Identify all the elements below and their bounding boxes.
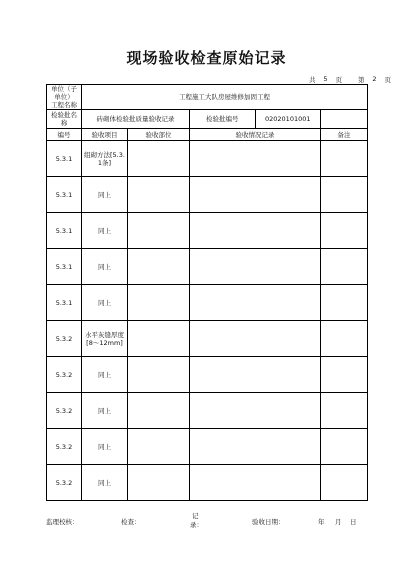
date-year: 年 xyxy=(318,518,325,526)
batch-row xyxy=(47,110,368,129)
unit-value: 工程施工大队房屋维修加固工程 xyxy=(82,85,368,110)
row-location[interactable] xyxy=(128,393,190,429)
row-item xyxy=(82,429,128,465)
row-item xyxy=(82,465,128,501)
column-header-location: 验收部位 xyxy=(128,129,190,141)
row-item xyxy=(82,177,128,213)
row-record[interactable] xyxy=(190,213,321,249)
row-item xyxy=(82,357,128,393)
total-pages: 5 xyxy=(323,75,328,83)
row-item-text: 同上 xyxy=(98,406,111,415)
unit-label-line2: 工程名称 xyxy=(51,101,77,109)
table-row xyxy=(47,177,368,213)
row-item xyxy=(82,141,128,177)
page-prefix: 第 xyxy=(358,76,365,84)
row-location[interactable] xyxy=(128,249,190,285)
record-table xyxy=(46,84,368,501)
batch-name-value: 砖砌体检验批质量验收记录 xyxy=(82,110,190,129)
row-record[interactable] xyxy=(190,393,321,429)
row-record[interactable] xyxy=(190,321,321,357)
row-record[interactable] xyxy=(190,429,321,465)
row-record[interactable] xyxy=(190,177,321,213)
column-header-remarks: 备注 xyxy=(321,129,368,141)
column-header-record: 验收情况记录 xyxy=(190,129,321,141)
date-day: 日 xyxy=(350,518,357,526)
batch-no-value: 02020101001 xyxy=(265,115,311,123)
inspector-label: 检查： xyxy=(121,518,141,526)
table-row xyxy=(47,141,368,177)
row-remarks[interactable] xyxy=(321,321,368,357)
row-no: 5.3.1 xyxy=(47,213,82,249)
row-item-text: 同上 xyxy=(98,370,111,379)
supervisor-label: 监理校核： xyxy=(46,518,79,526)
page-counter xyxy=(309,75,391,84)
row-no: 5.3.1 xyxy=(47,177,82,213)
batch-name-label: 检验批名称 xyxy=(47,110,82,129)
row-location[interactable] xyxy=(128,141,190,177)
row-record[interactable] xyxy=(190,249,321,285)
row-no: 5.3.1 xyxy=(47,249,82,285)
row-remarks[interactable] xyxy=(321,249,368,285)
page-unit: 页 xyxy=(384,76,391,84)
row-item xyxy=(82,321,128,357)
column-header-item: 验收项目 xyxy=(82,129,128,141)
row-no: 5.3.1 xyxy=(47,285,82,321)
row-record[interactable] xyxy=(190,141,321,177)
row-remarks[interactable] xyxy=(321,393,368,429)
row-remarks[interactable] xyxy=(321,285,368,321)
column-header-row xyxy=(47,129,368,141)
row-no: 5.3.2 xyxy=(47,393,82,429)
table-row xyxy=(47,249,368,285)
row-item-text: 组砌方法[5.3.1条] xyxy=(84,150,125,167)
row-remarks[interactable] xyxy=(321,429,368,465)
row-record[interactable] xyxy=(190,285,321,321)
row-item-text: 同上 xyxy=(98,190,111,199)
row-no: 5.3.2 xyxy=(47,357,82,393)
table-row xyxy=(47,357,368,393)
row-item-text: 同上 xyxy=(98,298,111,307)
row-item xyxy=(82,393,128,429)
total-prefix: 共 xyxy=(309,76,316,84)
row-record[interactable] xyxy=(190,465,321,501)
recorder-label-line1: 记 xyxy=(192,512,199,520)
row-no: 5.3.1 xyxy=(47,141,82,177)
batch-no-label: 检验批编号 xyxy=(190,110,256,128)
recorder-label-line2: 录： xyxy=(190,521,203,529)
row-location[interactable] xyxy=(128,177,190,213)
table-row xyxy=(47,285,368,321)
row-location[interactable] xyxy=(128,213,190,249)
row-remarks[interactable] xyxy=(321,213,368,249)
row-remarks[interactable] xyxy=(321,465,368,501)
row-location[interactable] xyxy=(128,321,190,357)
acceptance-date-label: 验收日期： xyxy=(252,518,285,526)
column-header-no: 编号 xyxy=(47,129,82,141)
batch-no-cell xyxy=(190,110,321,129)
page-title: 现场验收检查原始记录 xyxy=(126,49,287,67)
page-number: 2 xyxy=(372,75,377,83)
row-remarks[interactable] xyxy=(321,177,368,213)
row-record[interactable] xyxy=(190,357,321,393)
row-location[interactable] xyxy=(128,357,190,393)
row-location[interactable] xyxy=(128,285,190,321)
unit-label-line1: 单位（子单位） xyxy=(51,85,77,101)
row-item xyxy=(82,285,128,321)
row-item-text: 同上 xyxy=(98,478,111,487)
row-item-text: 同上 xyxy=(98,262,111,271)
row-item-text: 同上 xyxy=(98,442,111,451)
row-item xyxy=(82,213,128,249)
row-remarks[interactable] xyxy=(321,357,368,393)
table-row xyxy=(47,321,368,357)
signature-footer xyxy=(46,513,367,533)
row-remarks[interactable] xyxy=(321,141,368,177)
table-row xyxy=(47,429,368,465)
table-row xyxy=(47,393,368,429)
row-no: 5.3.2 xyxy=(47,429,82,465)
date-month: 月 xyxy=(335,518,342,526)
row-location[interactable] xyxy=(128,465,190,501)
table-row xyxy=(47,465,368,501)
batch-empty-cell xyxy=(321,110,368,129)
row-item xyxy=(82,249,128,285)
row-no: 5.3.2 xyxy=(47,321,82,357)
unit-row xyxy=(47,85,368,110)
row-item-text: 同上 xyxy=(98,226,111,235)
unit-label xyxy=(47,85,82,110)
table-row xyxy=(47,213,368,249)
total-unit: 页 xyxy=(335,76,342,84)
row-location[interactable] xyxy=(128,429,190,465)
row-item-text: 水平灰缝厚度[8～12mm] xyxy=(85,330,124,347)
row-no: 5.3.2 xyxy=(47,465,82,501)
